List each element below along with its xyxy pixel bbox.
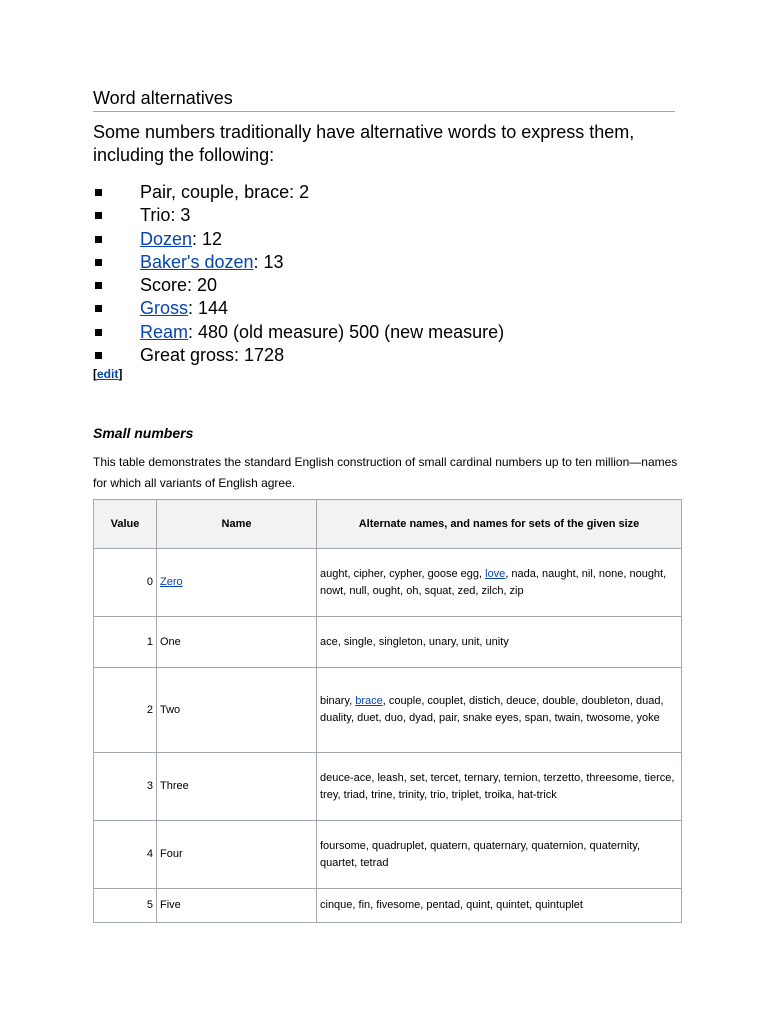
alternate-text: ace, single, singleton, unary, unit, unity	[320, 635, 509, 648]
square-bullet-icon	[95, 259, 102, 266]
alternate-text: , nada, naught, nil, none, nought, nowt, null, ought, oh, squat, zed, zilch, zip	[320, 567, 667, 597]
word-alternatives-list	[93, 181, 504, 367]
alternate-text: deuce-ace, leash, set, tercet, ternary, ternion, terzetto, threesome, tierce, trey, triad, trine, trinity, trio, triplet, troika, hat-trick	[320, 771, 675, 801]
edit-bracket-close: ]	[118, 367, 123, 381]
small-numbers-heading: Small numbers	[93, 425, 194, 441]
cell-value: 5	[94, 889, 157, 923]
table-row	[94, 617, 682, 668]
list-item-text: Trio: 3	[140, 205, 191, 226]
table-row	[94, 821, 682, 889]
cell-value: 1	[94, 617, 157, 668]
square-bullet-icon	[95, 329, 102, 336]
square-bullet-icon	[95, 236, 102, 243]
cell-value: 3	[94, 753, 157, 821]
cell-value: 2	[94, 668, 157, 753]
column-header-value: Value	[94, 500, 157, 549]
table-header-row	[94, 500, 682, 549]
list-item	[93, 251, 504, 274]
alternate-text: , couple, couplet, distich, deuce, double, doubleton, duad, duality, duet, duo, dyad, pair, snake eyes, span, twain, twosome, yoke	[320, 695, 664, 724]
alternate-text: aught, cipher, cypher, goose egg,	[320, 567, 486, 580]
alternate-link[interactable]: brace	[355, 695, 383, 707]
square-bullet-icon	[95, 189, 102, 196]
alternate-text: binary,	[320, 695, 356, 707]
list-item-link[interactable]: Baker's dozen	[140, 251, 254, 272]
list-item	[93, 228, 504, 251]
list-item-text: Pair, couple, brace: 2	[140, 182, 310, 202]
table-row	[94, 668, 682, 753]
list-item-text: : 13	[253, 251, 284, 272]
cell-name: One	[157, 617, 317, 668]
list-item	[93, 297, 504, 320]
list-item-link[interactable]: Dozen	[140, 228, 193, 249]
table-row	[94, 889, 682, 923]
square-bullet-icon	[95, 352, 102, 359]
intro-paragraph: Some numbers traditionally have alternative words to express them, including the following:	[93, 122, 635, 165]
table-row	[94, 549, 682, 617]
column-header-name: Name	[157, 500, 317, 549]
edit-link[interactable]: edit	[97, 367, 119, 381]
cell-alternates	[317, 889, 682, 923]
small-numbers-table	[93, 499, 682, 923]
table-body	[94, 549, 682, 923]
alternate-text: foursome, quadruplet, quatern, quaternary, quaternion, quaternity, quartet, tetrad	[320, 839, 641, 869]
cell-alternates	[317, 549, 682, 617]
cell-name: Four	[157, 821, 317, 889]
cell-name: Three	[157, 753, 317, 821]
list-item-link[interactable]: Gross	[140, 298, 189, 319]
alternate-text: cinque, fin, fivesome, pentad, quint, quintet, quintuplet	[320, 899, 583, 911]
list-item-text: Score: 20	[140, 275, 218, 296]
list-item-link[interactable]: Ream	[140, 321, 189, 342]
table-description: This table demonstrates the standard English construction of small cardinal numbers up to ten million—names for which all variants of English agree.	[93, 455, 678, 490]
cell-alternates	[317, 821, 682, 889]
list-item	[93, 181, 504, 204]
list-item-text: Great gross: 1728	[140, 345, 285, 366]
square-bullet-icon	[95, 212, 102, 219]
cell-alternates	[317, 668, 682, 753]
cell-alternates	[317, 753, 682, 821]
cell-value: 0	[94, 549, 157, 617]
cell-alternates	[317, 617, 682, 668]
cell-name: Two	[157, 668, 317, 753]
list-item-text: : 12	[192, 228, 223, 249]
cell-value: 4	[94, 821, 157, 889]
name-link[interactable]: Zero	[160, 576, 183, 588]
square-bullet-icon	[95, 305, 102, 312]
cell-name: Five	[157, 889, 317, 923]
table-row	[94, 753, 682, 821]
edit-bracket-open: [	[93, 367, 97, 381]
list-item	[93, 204, 504, 227]
edit-section	[93, 366, 122, 382]
square-bullet-icon	[95, 282, 102, 289]
list-item	[93, 344, 504, 367]
list-item	[93, 274, 504, 297]
cell-name	[157, 549, 317, 617]
column-header-alternates: Alternate names, and names for sets of the given size	[317, 500, 682, 549]
section-heading: Word alternatives	[93, 86, 675, 112]
list-item-text: : 480 (old measure) 500 (new measure)	[188, 321, 505, 342]
list-item	[93, 321, 504, 344]
alternate-link[interactable]: love	[485, 567, 506, 580]
list-item-text: : 144	[188, 298, 229, 319]
